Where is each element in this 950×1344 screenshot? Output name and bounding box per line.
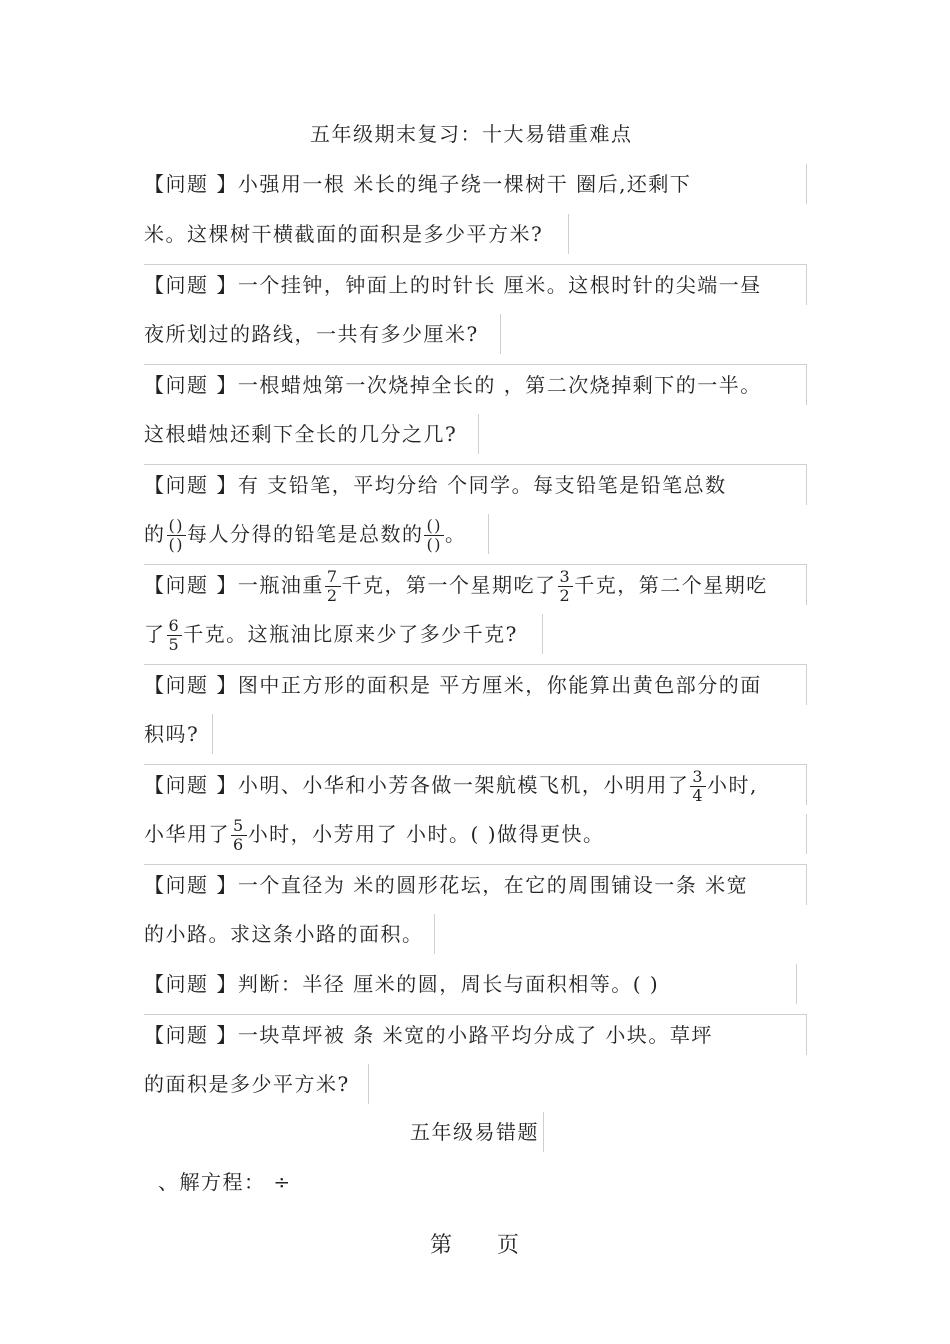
denominator: 5 xyxy=(168,635,181,654)
problem-6-line-1: 【问题 】图中正方形的面积是 平方厘米，你能算出黄色部分的面 xyxy=(144,664,807,705)
problem-4-text-c: 。 xyxy=(444,522,467,546)
problem-5-line-2 xyxy=(144,614,543,654)
problem-8-line-2: 的小路。求这条小路的面积。 xyxy=(144,914,435,954)
problem-6-line-2: 积吗? xyxy=(144,714,213,754)
fraction-3-4 xyxy=(690,768,706,805)
denominator: 2 xyxy=(559,586,572,605)
problem-5-text-b: 千克，第一个星期吃了 xyxy=(341,573,557,597)
problem-7-line-1 xyxy=(144,764,807,805)
footer-left: 第 xyxy=(429,1233,453,1258)
denominator: 4 xyxy=(692,786,705,805)
problem-4-line-1: 【问题 】有 支铅笔，平均分给 个同学。每支铅笔是铅笔总数 xyxy=(144,464,807,505)
numerator: 6 xyxy=(168,616,181,635)
blank-numerator: () xyxy=(168,516,184,535)
denominator: 2 xyxy=(326,586,339,605)
fraction-6-5 xyxy=(167,617,183,654)
problem-5-line-1 xyxy=(144,564,807,605)
problem-3-line-2: 这根蜡烛还剩下全长的几分之几? xyxy=(144,414,479,454)
problem-9-line-1: 【问题 】判断：半径 厘米的圆，周长与面积相等。( ) xyxy=(144,964,797,1004)
problem-10-line-2: 的面积是多少平方米? xyxy=(144,1064,369,1104)
problem-4-line-2 xyxy=(144,514,489,554)
problem-7-text-b: 小时, xyxy=(707,773,758,797)
problem-4-text-a: 的 xyxy=(144,522,166,546)
problem-10-line-1: 【问题 】一块草坪被 条 米宽的小路平均分成了 小块。草坪 xyxy=(144,1014,807,1055)
blank-denominator: () xyxy=(426,535,442,554)
problem-1-line-1: 【问题 】小强用一根 米长的绳子绕一棵树干 圈后,还剩下 xyxy=(144,164,807,204)
denominator: 6 xyxy=(233,835,245,854)
blank-denominator: () xyxy=(168,535,184,554)
footer-right: 页 xyxy=(497,1233,521,1258)
problem-5-text-d: 了 xyxy=(144,622,166,646)
page-title: 五年级期末复习：十大易错重难点 xyxy=(310,122,633,146)
problem-1-line-2: 米。这棵树干横截面的面积是多少平方米? xyxy=(144,214,569,254)
problem-7-text-a: 【问题 】小明、小华和小芳各做一架航模飞机，小明用了 xyxy=(144,773,690,797)
fraction-7-2 xyxy=(325,568,341,605)
blank-fraction-2 xyxy=(424,517,443,554)
problem-3-line-1: 【问题 】一根蜡烛第一次烧掉全长的 ，第二次烧掉剩下的一半。 xyxy=(144,364,807,405)
fraction-3-2 xyxy=(558,568,574,605)
problem-2-line-2: 夜所划过的路线，一共有多少厘米? xyxy=(144,314,501,354)
problem-4-text-b: 每人分得的铅笔是总数的 xyxy=(186,522,424,546)
problem-2-line-1: 【问题 】一个挂钟，钟面上的时针长 厘米。这根时针的尖端一昼 xyxy=(144,264,807,305)
section-heading: 、解方程： ÷ xyxy=(158,1170,292,1194)
fraction-5-6 xyxy=(231,817,247,854)
numerator: 3 xyxy=(692,767,705,786)
problem-5-text-e: 千克。这瓶油比原来少了多少千克? xyxy=(183,622,518,646)
blank-fraction-1 xyxy=(167,517,186,554)
numerator: 7 xyxy=(326,567,339,586)
problem-8-line-1: 【问题 】一个直径为 米的圆形花坛，在它的周围铺设一条 米宽 xyxy=(144,864,807,905)
problem-7-text-d: 小时，小芳用了 小时。( )做得更快。 xyxy=(247,822,605,846)
problem-7-line-2 xyxy=(144,814,807,854)
problem-7-text-c: 小华用了 xyxy=(144,822,230,846)
numerator: 5 xyxy=(233,816,245,835)
subtitle: 五年级易错题 xyxy=(410,1112,544,1152)
numerator: 3 xyxy=(559,567,572,586)
problem-5-text-a: 【问题 】一瓶油重 xyxy=(144,573,324,597)
blank-numerator: () xyxy=(426,516,442,535)
problem-5-text-c: 千克，第二个星期吃 xyxy=(574,573,768,597)
page-footer xyxy=(0,1228,950,1259)
